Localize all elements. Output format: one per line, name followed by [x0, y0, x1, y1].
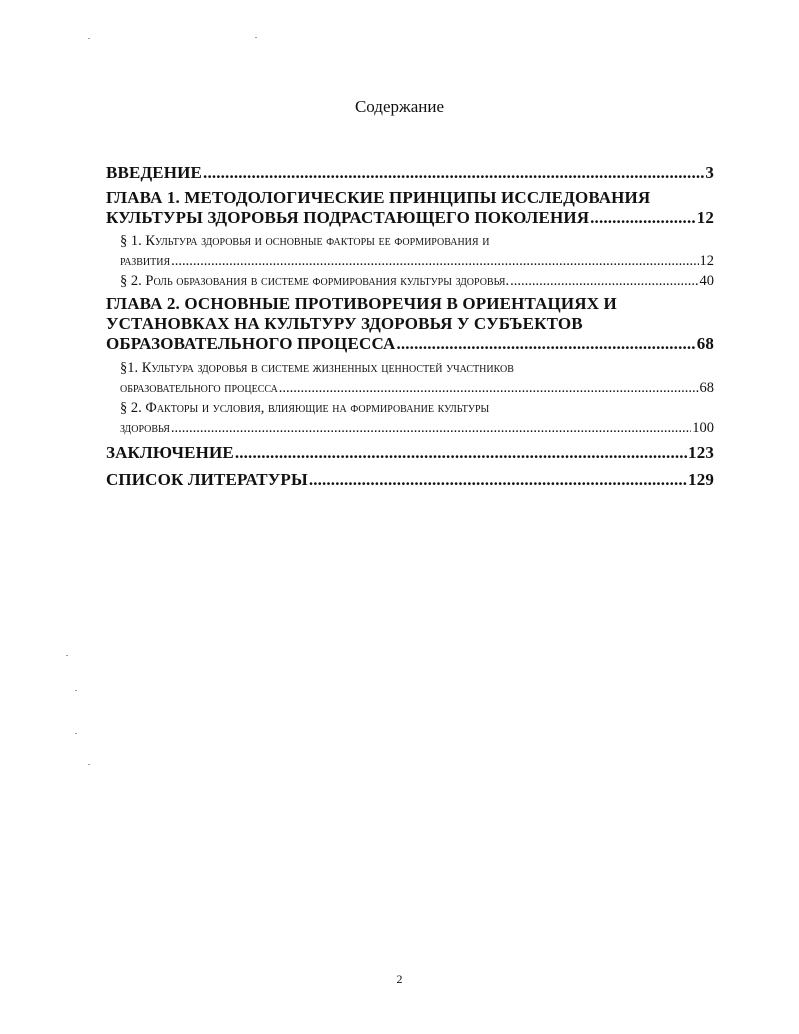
- toc-page-number: 129: [688, 470, 714, 489]
- dot-leader: [396, 334, 695, 354]
- toc-page-number: 40: [699, 273, 714, 289]
- toc-entry-title: ВВЕДЕНИЕ: [106, 163, 203, 182]
- toc-entry-conclusion[interactable]: [106, 443, 714, 463]
- table-of-contents: [106, 163, 714, 490]
- toc-entry-title: ЗАКЛЮЧЕНИЕ: [106, 443, 234, 462]
- dot-leader: [171, 251, 698, 271]
- scan-speck: [88, 38, 90, 39]
- toc-entry-title: § 1. Культура здоровья и основные факторы ее формирования и: [120, 233, 490, 249]
- toc-entry-title-continuation: здоровья: [120, 420, 170, 436]
- toc-entry-title: § 2. Роль образования в системе формирования культуры здоровья.: [120, 273, 510, 289]
- toc-entry-section-1-2[interactable]: [106, 271, 714, 291]
- toc-entry-chapter-2[interactable]: [106, 294, 714, 354]
- toc-entry-section-2-2[interactable]: [106, 398, 714, 438]
- dot-leader: [171, 418, 691, 438]
- scan-speck: [88, 764, 90, 765]
- toc-page-number: 12: [696, 208, 714, 227]
- toc-entry-title: ГЛАВА 2. ОСНОВНЫЕ ПРОТИВОРЕЧИЯ В ОРИЕНТАЦИЯХ И: [106, 294, 617, 313]
- toc-entry-title: ГЛАВА 1. МЕТОДОЛОГИЧЕСКИЕ ПРИНЦИПЫ ИССЛЕДОВАНИЯ: [106, 188, 651, 207]
- toc-entry-title: §1. Культура здоровья в системе жизненных ценностей участников: [120, 360, 514, 376]
- toc-entry-title-continuation: образовательного процесса: [120, 380, 278, 396]
- toc-entry-title: § 2. Факторы и условия, влияющие на формирование культуры: [120, 400, 490, 416]
- scan-speck: [75, 733, 77, 734]
- toc-entry-title-continuation: УСТАНОВКАХ НА КУЛЬТУРУ ЗДОРОВЬЯ У СУБЪЕКТОВ: [106, 314, 583, 333]
- toc-entry-title-continuation: ОБРАЗОВАТЕЛЬНОГО ПРОЦЕССА: [106, 334, 396, 353]
- toc-page-number: 12: [699, 253, 714, 269]
- toc-page-number: 100: [692, 420, 714, 436]
- scan-speck: [75, 690, 77, 691]
- toc-page-number: 123: [688, 443, 714, 462]
- page-title: Содержание: [354, 97, 445, 116]
- dot-leader: [590, 208, 696, 228]
- toc-entry-title-continuation: развития: [120, 253, 171, 269]
- toc-entry-references[interactable]: [106, 470, 714, 490]
- toc-page-number: 68: [699, 380, 714, 396]
- toc-entry-chapter-1[interactable]: [106, 188, 714, 228]
- toc-entry-section-2-1[interactable]: [106, 358, 714, 398]
- toc-entry-section-1-1[interactable]: [106, 231, 714, 271]
- dot-leader: [309, 470, 687, 490]
- dot-leader: [510, 271, 698, 291]
- toc-page-number: 3: [705, 163, 714, 182]
- scan-speck: [66, 655, 68, 656]
- dot-leader: [235, 443, 687, 463]
- dot-leader: [203, 163, 704, 183]
- toc-entry-introduction[interactable]: [106, 163, 714, 183]
- toc-entry-title-continuation: КУЛЬТУРЫ ЗДОРОВЬЯ ПОДРАСТАЮЩЕГО ПОКОЛЕНИЯ: [106, 208, 590, 227]
- toc-entry-title: СПИСОК ЛИТЕРАТУРЫ: [106, 470, 308, 489]
- dot-leader: [279, 378, 699, 398]
- scan-speck: [255, 37, 257, 38]
- toc-page-number: 68: [696, 334, 714, 353]
- page-number: 2: [396, 972, 403, 986]
